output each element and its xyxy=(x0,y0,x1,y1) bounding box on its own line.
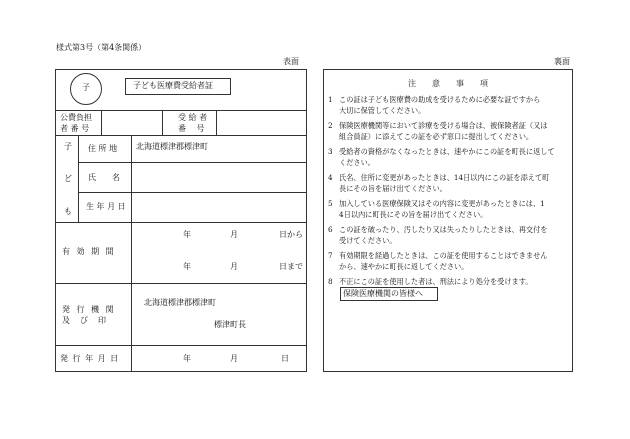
note-line: 保険医療機関等において診療を受ける場合は、被保険者証（又は xyxy=(339,121,548,130)
name-label: 氏 名 xyxy=(88,173,120,182)
note-line: 受給者の資格がなくなったときは、速やかにこの証を町長に返して xyxy=(339,147,555,156)
note-item xyxy=(328,94,563,116)
payer-label-1: 公費負担 xyxy=(60,113,92,122)
notes-title: 注 意 事 項 xyxy=(408,79,488,88)
child-label-do: ど xyxy=(64,174,72,183)
child-label-mo: も xyxy=(64,207,72,216)
issue-date-year: 年 xyxy=(183,354,191,363)
note-line: 不正にこの証を使用した者は、刑法により処分を受けます。 xyxy=(339,277,533,286)
note-item xyxy=(328,172,563,194)
issuer-name: 標津町長 xyxy=(214,320,246,329)
issue-date-day: 日 xyxy=(281,354,289,363)
child-label-ko: 子 xyxy=(64,142,72,151)
issue-date-label: 発 行 年 月 日 xyxy=(60,354,120,363)
note-number: 7 xyxy=(328,251,333,260)
note-line: 4日以内に町長にその旨を届け出てください。 xyxy=(339,210,488,219)
validity-to-month: 月 xyxy=(230,262,238,271)
validity-from-month: 月 xyxy=(230,230,238,239)
note-number: 2 xyxy=(328,121,333,130)
card-title: 子ども医療費受給者証 xyxy=(133,81,213,90)
note-number: 1 xyxy=(328,95,333,104)
recipient-label-1: 受 給 者 xyxy=(178,113,208,122)
validity-to-day: 日まで xyxy=(279,262,303,271)
note-number: 4 xyxy=(328,173,333,182)
note-line: 長にその旨を届け出てください。 xyxy=(339,184,447,193)
note-line: 氏名、住所に変更があったときは、14日以内にこの証を添えて町 xyxy=(339,173,550,182)
issue-date-month: 月 xyxy=(230,354,238,363)
note-number: 3 xyxy=(328,147,333,156)
issuer-label-1: 発 行 機 関 xyxy=(62,305,116,314)
note-number: 6 xyxy=(328,225,333,234)
validity-from-day: 日から xyxy=(279,230,303,239)
info-button-label: 保険医療機関の皆様へ xyxy=(343,289,423,298)
recipient-label-2: 番 号 xyxy=(178,124,205,133)
note-line: ください。 xyxy=(339,158,375,167)
payer-label-2: 者 番 号 xyxy=(60,124,90,133)
note-line: から、速やかに町長に返してください。 xyxy=(339,262,469,271)
validity-to-year: 年 xyxy=(183,262,191,271)
issuer-address: 北海道標津郡標津町 xyxy=(144,298,216,307)
note-item xyxy=(328,224,563,246)
note-line: 大切に保管してください。 xyxy=(339,106,426,115)
note-line: 受けてください。 xyxy=(339,236,397,245)
note-number: 5 xyxy=(328,199,333,208)
address-label: 住 所 地 xyxy=(88,144,118,153)
note-line: この証を破ったり、汚したり又は失ったりしたときは、再交付を xyxy=(339,225,548,234)
back-side-label: 裏面 xyxy=(554,57,570,66)
note-line: 加入している医療保険又はその内容に変更があったときには、1 xyxy=(339,199,545,208)
note-item xyxy=(328,198,563,220)
issuer-label-2: 及 び 印 xyxy=(62,316,107,325)
note-item xyxy=(328,120,563,142)
front-side-label: 表面 xyxy=(283,57,299,66)
note-line: この証は子ども医療費の助成を受けるために必要な証ですから xyxy=(339,95,541,104)
seal-char: 子 xyxy=(82,83,90,92)
address-value: 北海道標津郡標津町 xyxy=(136,142,208,151)
note-line: 有効期限を経過したときは、この証を使用することはできません xyxy=(339,251,548,260)
note-item xyxy=(328,250,563,272)
note-line: 組合員証）に添えてこの証を必ず窓口に提出してください。 xyxy=(339,132,534,141)
validity-label: 有 効 期 間 xyxy=(62,247,116,256)
validity-from-year: 年 xyxy=(183,230,191,239)
note-number: 8 xyxy=(328,277,333,286)
note-item xyxy=(328,146,563,168)
note-item xyxy=(328,276,563,287)
form-number: 様式第3号（第4条関係） xyxy=(56,43,147,52)
dob-label: 生 年 月 日 xyxy=(86,202,126,211)
